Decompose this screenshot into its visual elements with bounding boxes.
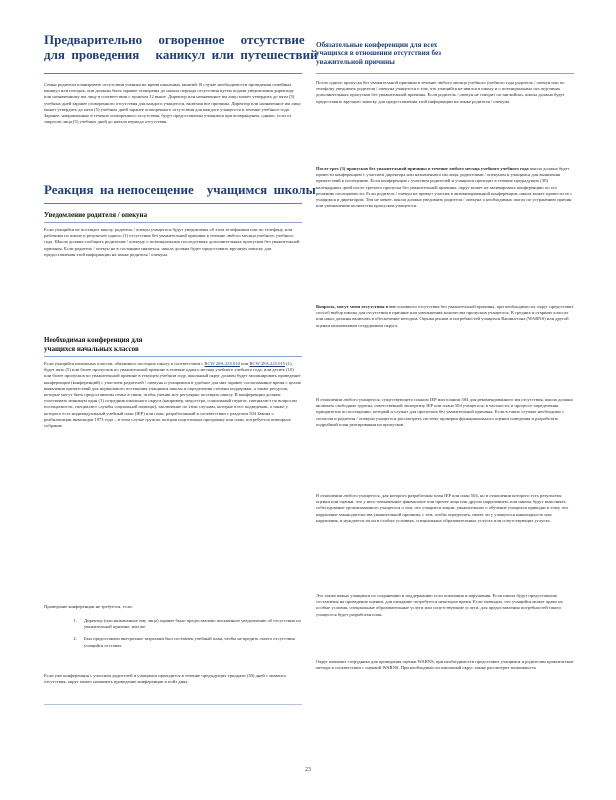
section-title-response: Реакция на непосещение учащимся школы xyxy=(44,182,316,197)
subheading-underline xyxy=(44,222,302,223)
paragraph-recent-conference: Если уже конференция с участием родителей и учащимся проводится в течение предыдущих тридцати (30) дней с момента отсутствия, округ может назначить проведение конференции в пойт днях. xyxy=(44,673,286,685)
rcw-link-2[interactable]: RCW 28A.225.015 xyxy=(249,361,285,366)
list-item: 2. Был предоставлен внесрочное затратами был составлен учебный план, чтобы не вредить своего отсутствия учащийся отставал. xyxy=(78,636,302,648)
exceptions-list xyxy=(44,618,302,655)
column-bottom-rule xyxy=(44,704,302,705)
paragraph-iep-504: В отношении любого учащегося, существующего планом IEP или планом 504 для рекомендованного им отсутствия, школа должна включать свободные группы, ответственной экспертизу IEP или плана 504 учащегося, в частности, в процессе определения приоритетов по посещению, который и служит для пропусков без уважительной причины. Если в таких случаях необходимо с согласия и родителя / опекуна учащегося рассмотреть систему проверки функционального оценки поведения и разработать подробный план реагирования на пропусков. xyxy=(316,397,573,427)
paragraph-first-absence: После одного пропуска без уважительной причины в течение любого месяца учебного учебного года родитель / опекун или по телефону уведомить родителя / опекуна учащегося о том, что учащийся не явился в школу и о потенциальных последствиях дополнительных пропусков без уважительной причины. Если родитель / опекун не говорит по-английски, школа должна будет предоставить вручную записку для предоставления этой информации на языке родителя / опекуна. xyxy=(316,80,565,104)
section-title-preapproved: Предварительно огворенное отсутствие для проведения каникул или путешествий xyxy=(44,32,318,62)
subheading-parent-notice: Уведомление родителя / опекуна xyxy=(44,211,148,219)
paragraph-elementary-conference: Если учащийся начальных классов, обязанного посещать школу в соответствии с RCW 28A.225.010 или RCW 28A.225.015 (1), будет пять (5) или более пропусков по уважительной причине в течение одного месяца учебного учебного года, или десять (10) или более пропусков по уважительной причине в текущем учебном году, школьный округ должен будет запланировать проведение конференции (конференций) с участием родителей / опекуна и учащимися в удобное для них заранее согласованное время с целью выявления препятствий для нормального посещения учащимся школы и определения степени поддержки, а также ресурсов, которые могут быть предоставлены семье в связи, чтобы ученик мог регулярно посещать школу. В конференции должен участвовать минимум один (1) сотрудник школьного округа (например, медсестра, социальный педагог, специалист по вопросам посещаемости, специалист службы социальной помощи), заключение по этим случаям, которые в его подведении, а также у которого есть индивидуальный учебный план (IEP) или план, разработанный в соответствии с разделом 504 Закона о реабилитации инвалидов 1973 года – в этом случае группы, которая подготовила программу или план, потребуется повторное собрание. xyxy=(44,361,302,429)
paragraph-warns: Вопросы, могут меня отсутствия в его основного отсутствия без уважительной причины, при необходимости, округ предоставит способ выбор школы для отсутствия в причине или уменьшения количества пропусков учащегося. В средних и старших классах или школ должны включать в обеспечение методом. Оценка рисков и потребностей учащихся Вашингтона (WARNS) или другой оценки назначенным сотрудником округа. xyxy=(316,304,574,328)
list-item: 1. Директор (или назначенное ему лицо) заранее было предоставлено письменное уведомление об отсутствии по уважительной причине, или же xyxy=(78,618,302,630)
title-underline xyxy=(44,73,302,74)
paragraph-disability-evaluation: В отношении любого учащегося, для которого разработаны план IEP или план 504, но в отношении которого есть результаты оценки или оценки, что у него повышенное финансовое или прочее лица или других нарушением, или школы будут выполнять собеседование организованного учащегося о том, что учащиеся лицом, уважительное о обучение учащихся приводят к тому, что нарушение законодательства уважительной причины, с тем, чтобы определить, имеет ли у учащегося инвалидность или нарушения, и нуждается ли он в особых условиях, специальных образовательных услугах или сопутствующих услугах. xyxy=(316,493,569,523)
section-title-mandatory-conferences: Обязательные конференции для всех учащихся в отношении отсутствия без уважительной причины xyxy=(316,41,442,66)
paragraph-parent-notice: Если учащийся не посещает школу, родитель / опекун учащегося будут уведомлены об этом телефонном или по телефону, или рабочими по школе в результате одного (1) отсутствия без уважительной причины в течение любого месяца учебного учебного года. Школа должна сообщить родителям / опекуну о потенциальных последствиях дополнительных пропусков без уважительной причины. Если родитель / опекун не в состоянии связаться, школа должна будет предоставить вручную записку для предоставления этой информации на языке родителя / опекуна. xyxy=(44,227,300,257)
paragraph-preapproved: Семьи родители планировать отсутствия ученика во время школьных занятий. В случае необходимости проведения семейных каникул или поездок, они должны быть заранее оговорены до начала периода отсутствия путем подачи уведомления директору или назначенному им лицу в соответствии с пунктом 12 выше. Директор или назначенное им лицо может утвердить до пяти (5) учебных дней заранее оговоренного отсутствия для каждого учащегося, включая все причины. Директор или назначенное им лицо может утвердить до пяти (5) учебных дней заранее оговоренного отсутствия для каждого учащегося в течение учебного года. Заранее, направленные в течение оговоренного отсутствия, будут предоставлены учащимся при возвращении, однако, если от запросов лица (5) учебных дней до начала периода отсутствия. xyxy=(44,82,301,125)
subheading-elementary-conference: Необходимая конференция для учащихся начальных классов xyxy=(44,336,143,353)
title-underline xyxy=(44,203,302,204)
page-number: 23 xyxy=(305,767,311,773)
paragraph-exceptions-intro: Проведение конференции не требуется, если: xyxy=(44,604,133,609)
paragraph-three-absences: После трех (3) пропусков без уважительной причины в течение любого месяца учебного учебного года школа должна будет провести конференцию с участием директора или назначенного им лица, родителями / опекуном и учащимся для выявления препятствий к посещению. Если конференция с участием родителей и учащихся проходит в течение предыдущих (30) календарных дней после третьего пропуска без уважительной причины, округ может не активировать конференцию по его решению посещаемости. Если родитель / опекун не примут участия в активизированной конференции, школа может провести ее с учащимся и директором. Тем не менее, школа должна уведомить родителя / опекуна о необходимых шагах по устранению причин или уменьшению количества пропусков учащегося. xyxy=(316,166,573,209)
subheading-underline xyxy=(44,356,302,357)
rcw-link-1[interactable]: RCW 28A.225.010 xyxy=(204,361,240,366)
paragraph-evaluation-plan: Это также важно учащимся по сохранению и поддержанию если показания и нарушения. Если школа будут предоставлено составлены на проведение оценки, для ожидание потребуется некоторое время. Если очевидно, что учащийся может право на особые условия, специальные образовательные услуги или сопутствующие услуги, для предоставления потребностей такого учащегося будет разработан план. xyxy=(316,593,563,617)
paragraph-warns-officer: Округ назначит сотрудника для проведения оценки WARNS, при необходимости предоставит учащимся и родителям практические методы в соответствии с оценкой WARNS. При необходимости школьный округ также рассмотрит возможность xyxy=(316,659,574,671)
title-underline xyxy=(316,73,574,74)
